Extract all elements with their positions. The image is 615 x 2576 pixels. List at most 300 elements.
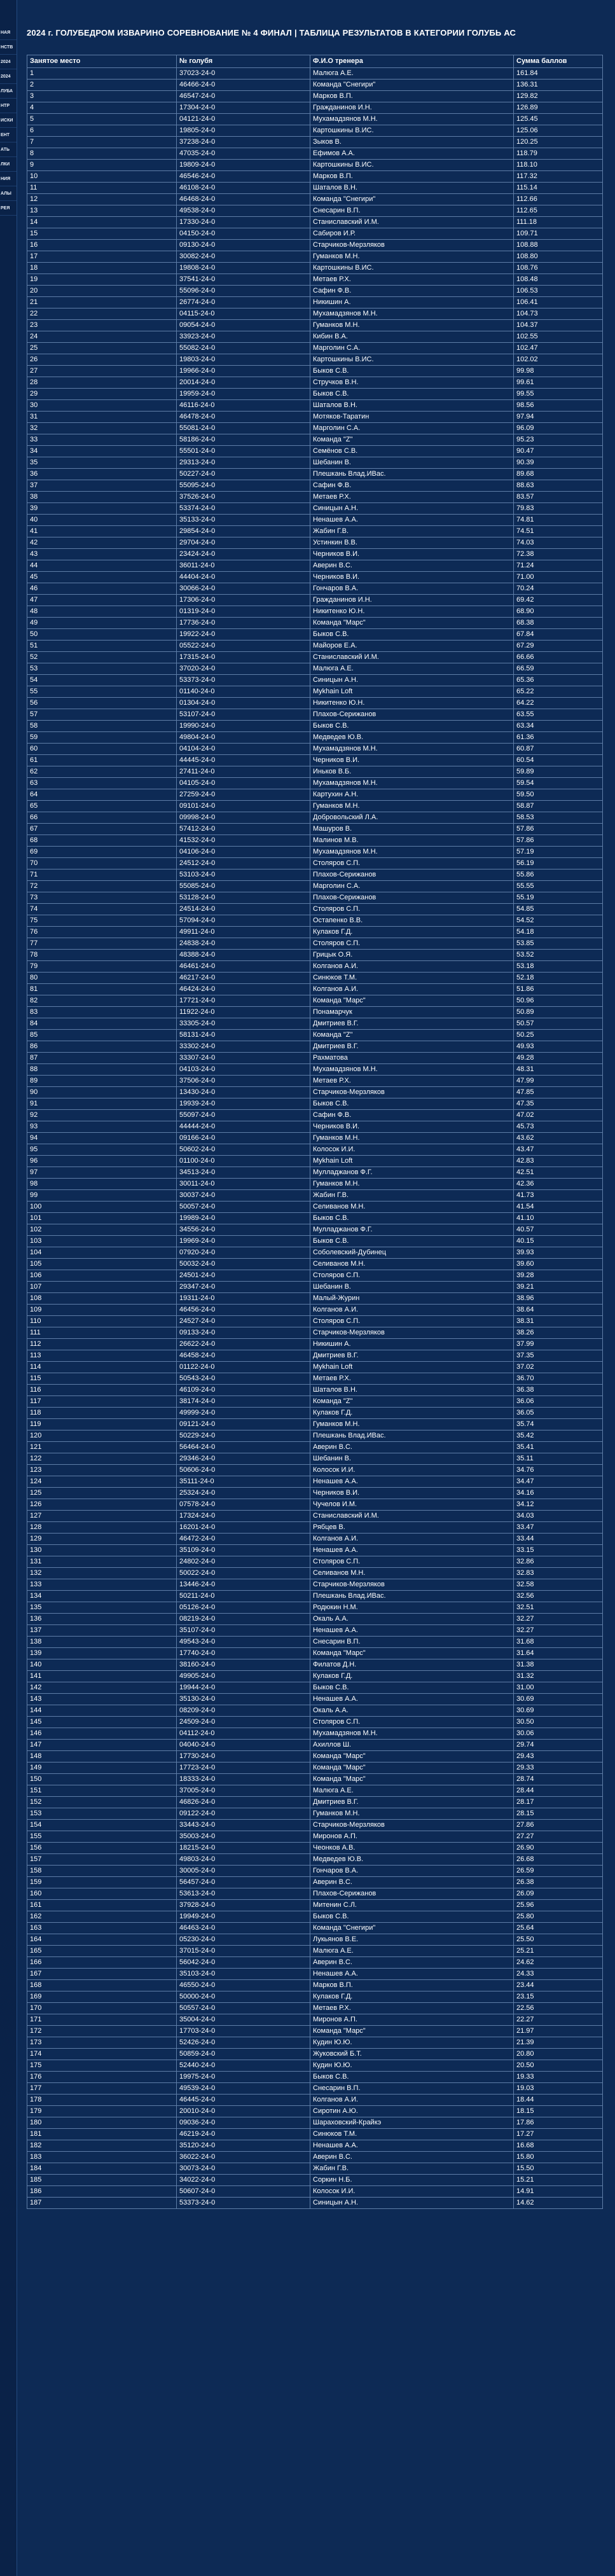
- trainer-cell: Команда "Z": [310, 1396, 514, 1408]
- trainer-cell: Медведев Ю.В.: [310, 732, 514, 744]
- score-cell: 26.90: [514, 1843, 603, 1854]
- score-cell: 28.17: [514, 1797, 603, 1808]
- place-cell: 38: [27, 492, 177, 503]
- score-cell: 66.66: [514, 652, 603, 663]
- table-row: [27, 1373, 603, 1385]
- pigeon-number-cell: 44445-24-0: [177, 755, 310, 766]
- table-row: [27, 904, 603, 915]
- table-row: [27, 1820, 603, 1831]
- place-cell: 156: [27, 1843, 177, 1854]
- score-cell: 64.22: [514, 698, 603, 709]
- pigeon-number-cell: 53373-24-0: [177, 2198, 310, 2209]
- table-row: [27, 1076, 603, 1087]
- score-cell: 36.06: [514, 1396, 603, 1408]
- trainer-cell: Гуманков М.Н.: [310, 1419, 514, 1430]
- trainer-cell: Снесарин В.П.: [310, 1637, 514, 1648]
- pigeon-number-cell: 04104-24-0: [177, 744, 310, 755]
- trainer-cell: Картухин А.Н.: [310, 789, 514, 801]
- table-row: [27, 1980, 603, 1991]
- trainer-cell: Гуманков М.Н.: [310, 801, 514, 812]
- table-row: [27, 1614, 603, 1625]
- table-row: [27, 549, 603, 560]
- pigeon-number-cell: 29854-24-0: [177, 526, 310, 537]
- pigeon-number-cell: 38160-24-0: [177, 1659, 310, 1671]
- table-row: [27, 1522, 603, 1534]
- sidebar-item[interactable]: РЕЯ: [0, 201, 17, 216]
- pigeon-number-cell: 08219-24-0: [177, 1614, 310, 1625]
- trainer-cell: Сафин Ф.В.: [310, 286, 514, 297]
- sidebar-item[interactable]: НСТВ: [0, 40, 17, 55]
- score-cell: 63.34: [514, 721, 603, 732]
- score-cell: 99.55: [514, 389, 603, 400]
- table-row: [27, 1671, 603, 1682]
- pigeon-number-cell: 46472-24-0: [177, 1534, 310, 1545]
- place-cell: 91: [27, 1098, 177, 1110]
- trainer-cell: Черников В.И.: [310, 755, 514, 766]
- place-cell: 87: [27, 1053, 177, 1064]
- score-cell: 68.38: [514, 618, 603, 629]
- table-row: [27, 778, 603, 789]
- place-cell: 154: [27, 1820, 177, 1831]
- place-cell: 88: [27, 1064, 177, 1076]
- table-row: [27, 595, 603, 606]
- table-row: [27, 2060, 603, 2072]
- place-cell: 112: [27, 1339, 177, 1350]
- table-row: [27, 1316, 603, 1327]
- trainer-cell: Метаев Р.Х.: [310, 492, 514, 503]
- score-cell: 37.99: [514, 1339, 603, 1350]
- trainer-cell: Марков В.П.: [310, 1980, 514, 1991]
- place-cell: 73: [27, 892, 177, 904]
- trainer-cell: Митенин С.Л.: [310, 1900, 514, 1911]
- pigeon-number-cell: 36011-24-0: [177, 560, 310, 572]
- score-cell: 15.80: [514, 2152, 603, 2163]
- table-row: [27, 205, 603, 217]
- table-row: [27, 2049, 603, 2060]
- pigeon-number-cell: 19975-24-0: [177, 2072, 310, 2083]
- place-cell: 83: [27, 1007, 177, 1018]
- place-cell: 85: [27, 1030, 177, 1041]
- trainer-cell: Столяров С.П.: [310, 938, 514, 950]
- place-cell: 175: [27, 2060, 177, 2072]
- place-cell: 76: [27, 927, 177, 938]
- table-row: [27, 1591, 603, 1602]
- trainer-cell: Дмитриев В.Г.: [310, 1797, 514, 1808]
- table-row: [27, 2186, 603, 2198]
- pigeon-number-cell: 35107-24-0: [177, 1625, 310, 1637]
- trainer-cell: Мухамадзянов М.Н.: [310, 1728, 514, 1740]
- place-cell: 160: [27, 1888, 177, 1900]
- score-cell: 58.87: [514, 801, 603, 812]
- place-cell: 39: [27, 503, 177, 515]
- place-cell: 89: [27, 1076, 177, 1087]
- place-cell: 1: [27, 68, 177, 80]
- pigeon-number-cell: 46468-24-0: [177, 194, 310, 205]
- place-cell: 62: [27, 766, 177, 778]
- score-cell: 68.90: [514, 606, 603, 618]
- place-cell: 3: [27, 91, 177, 102]
- score-cell: 35.42: [514, 1430, 603, 1442]
- pigeon-number-cell: 19808-24-0: [177, 263, 310, 274]
- table-row: [27, 343, 603, 354]
- trainer-cell: Mykhain Loft: [310, 1362, 514, 1373]
- table-row: [27, 434, 603, 446]
- place-cell: 41: [27, 526, 177, 537]
- pigeon-number-cell: 49803-24-0: [177, 1854, 310, 1866]
- trainer-cell: Старчиков-Мерзляков: [310, 1327, 514, 1339]
- table-row: [27, 1270, 603, 1282]
- table-row: [27, 1041, 603, 1053]
- score-cell: 38.26: [514, 1327, 603, 1339]
- pigeon-number-cell: 55082-24-0: [177, 343, 310, 354]
- trainer-cell: Плахов-Серижанов: [310, 709, 514, 721]
- place-cell: 92: [27, 1110, 177, 1121]
- pigeon-number-cell: 29313-24-0: [177, 457, 310, 469]
- pigeon-number-cell: 46466-24-0: [177, 80, 310, 91]
- trainer-cell: Плешкань Влад.ИВас.: [310, 1430, 514, 1442]
- trainer-cell: Станиславский И.М.: [310, 652, 514, 663]
- trainer-cell: Быков С.В.: [310, 366, 514, 377]
- table-row: [27, 938, 603, 950]
- sidebar-item[interactable]: ЛУБА: [0, 84, 17, 99]
- pigeon-number-cell: 50229-24-0: [177, 1430, 310, 1442]
- place-cell: 102: [27, 1224, 177, 1236]
- table-row: [27, 1934, 603, 1946]
- trainer-cell: Остапенко В.В.: [310, 915, 514, 927]
- place-cell: 29: [27, 389, 177, 400]
- pigeon-number-cell: 35004-24-0: [177, 2014, 310, 2026]
- trainer-cell: Семёнов С.В.: [310, 446, 514, 457]
- table-row: [27, 480, 603, 492]
- pigeon-number-cell: 13446-24-0: [177, 1579, 310, 1591]
- trainer-cell: Малюга А.Е.: [310, 1946, 514, 1957]
- score-cell: 112.66: [514, 194, 603, 205]
- score-cell: 31.38: [514, 1659, 603, 1671]
- trainer-cell: Колганов А.И.: [310, 2095, 514, 2106]
- trainer-cell: Черников В.И.: [310, 572, 514, 583]
- pigeon-number-cell: 24838-24-0: [177, 938, 310, 950]
- trainer-cell: Картошкины В.ИС.: [310, 125, 514, 137]
- trainer-cell: Колганов А.И.: [310, 1305, 514, 1316]
- table-row: [27, 1030, 603, 1041]
- sidebar-item[interactable]: 2024: [0, 69, 17, 84]
- place-cell: 134: [27, 1591, 177, 1602]
- trainer-cell: Мухамадзянов М.Н.: [310, 114, 514, 125]
- score-cell: 43.47: [514, 1144, 603, 1156]
- place-cell: 59: [27, 732, 177, 744]
- score-cell: 112.65: [514, 205, 603, 217]
- trainer-cell: Кудин Ю.Ю.: [310, 2037, 514, 2049]
- header-place: Занятое место: [27, 55, 177, 68]
- trainer-cell: Mykhain Loft: [310, 1156, 514, 1167]
- trainer-cell: Mykhain Loft: [310, 686, 514, 698]
- table-row: [27, 1087, 603, 1098]
- score-cell: 30.06: [514, 1728, 603, 1740]
- pigeon-number-cell: 07578-24-0: [177, 1499, 310, 1511]
- table-row: [27, 824, 603, 835]
- pigeon-number-cell: 09166-24-0: [177, 1133, 310, 1144]
- pigeon-number-cell: 26622-24-0: [177, 1339, 310, 1350]
- table-row: [27, 618, 603, 629]
- table-row: [27, 1430, 603, 1442]
- score-cell: 32.27: [514, 1625, 603, 1637]
- header-score: Сумма баллов: [514, 55, 603, 68]
- trainer-cell: Гончаров В.А.: [310, 1866, 514, 1877]
- score-cell: 57.19: [514, 847, 603, 858]
- score-cell: 88.63: [514, 480, 603, 492]
- place-cell: 136: [27, 1614, 177, 1625]
- trainer-cell: Аверин В.С.: [310, 1877, 514, 1888]
- score-cell: 126.89: [514, 102, 603, 114]
- score-cell: 57.86: [514, 824, 603, 835]
- pigeon-number-cell: 35109-24-0: [177, 1545, 310, 1556]
- place-cell: 4: [27, 102, 177, 114]
- place-cell: 111: [27, 1327, 177, 1339]
- trainer-cell: Команда "Марс": [310, 1774, 514, 1785]
- trainer-cell: Станиславский И.М.: [310, 1511, 514, 1522]
- score-cell: 70.24: [514, 583, 603, 595]
- score-cell: 55.55: [514, 881, 603, 892]
- trainer-cell: Селиванов М.Н.: [310, 1568, 514, 1579]
- table-row: [27, 1831, 603, 1843]
- place-cell: 163: [27, 1923, 177, 1934]
- sidebar-item[interactable]: ИСКИ: [0, 113, 17, 128]
- table-row: [27, 766, 603, 778]
- pigeon-number-cell: 49539-24-0: [177, 2083, 310, 2095]
- trainer-cell: Шебанин В.: [310, 1282, 514, 1293]
- table-row: [27, 1247, 603, 1259]
- pigeon-number-cell: 26774-24-0: [177, 297, 310, 308]
- trainer-cell: Синицын А.Н.: [310, 503, 514, 515]
- trainer-cell: Сафин Ф.В.: [310, 480, 514, 492]
- results-table: [27, 55, 603, 2209]
- score-cell: 45.73: [514, 1121, 603, 1133]
- trainer-cell: Кулаков Г.Д.: [310, 1671, 514, 1682]
- place-cell: 161: [27, 1900, 177, 1911]
- pigeon-number-cell: 37005-24-0: [177, 1785, 310, 1797]
- pigeon-number-cell: 55097-24-0: [177, 1110, 310, 1121]
- table-row: [27, 1442, 603, 1453]
- place-cell: 17: [27, 251, 177, 263]
- place-cell: 26: [27, 354, 177, 366]
- score-cell: 99.61: [514, 377, 603, 389]
- score-cell: 47.35: [514, 1098, 603, 1110]
- score-cell: 35.74: [514, 1419, 603, 1430]
- sidebar-item[interactable]: НИЯ: [0, 172, 17, 186]
- place-cell: 42: [27, 537, 177, 549]
- table-row: [27, 583, 603, 595]
- place-cell: 110: [27, 1316, 177, 1327]
- pigeon-number-cell: 09122-24-0: [177, 1808, 310, 1820]
- table-row: [27, 1499, 603, 1511]
- sidebar-item[interactable]: ЛКИ: [0, 157, 17, 172]
- pigeon-number-cell: 46826-24-0: [177, 1797, 310, 1808]
- trainer-cell: Кулаков Г.Д.: [310, 1408, 514, 1419]
- trainer-cell: Дмитриев В.Г.: [310, 1350, 514, 1362]
- score-cell: 33.47: [514, 1522, 603, 1534]
- place-cell: 2: [27, 80, 177, 91]
- trainer-cell: Столяров С.П.: [310, 1717, 514, 1728]
- table-row: [27, 68, 603, 80]
- pigeon-number-cell: 25324-24-0: [177, 1488, 310, 1499]
- pigeon-number-cell: 33923-24-0: [177, 331, 310, 343]
- table-row: [27, 950, 603, 961]
- table-row: [27, 961, 603, 973]
- pigeon-number-cell: 53103-24-0: [177, 869, 310, 881]
- table-row: [27, 492, 603, 503]
- trainer-cell: Миронов А.П.: [310, 2014, 514, 2026]
- trainer-cell: Мухамадзянов М.Н.: [310, 778, 514, 789]
- trainer-cell: Малый-Журин: [310, 1293, 514, 1305]
- sidebar-nav: [0, 0, 17, 2576]
- score-cell: 18.15: [514, 2106, 603, 2117]
- trainer-cell: Столяров С.П.: [310, 858, 514, 869]
- pigeon-number-cell: 01304-24-0: [177, 698, 310, 709]
- pigeon-number-cell: 24802-24-0: [177, 1556, 310, 1568]
- place-cell: 121: [27, 1442, 177, 1453]
- score-cell: 53.52: [514, 950, 603, 961]
- trainer-cell: Быков С.В.: [310, 629, 514, 641]
- table-row: [27, 675, 603, 686]
- trainer-cell: Гончаров В.А.: [310, 583, 514, 595]
- score-cell: 136.31: [514, 80, 603, 91]
- place-cell: 84: [27, 1018, 177, 1030]
- score-cell: 67.84: [514, 629, 603, 641]
- place-cell: 56: [27, 698, 177, 709]
- place-cell: 149: [27, 1762, 177, 1774]
- place-cell: 182: [27, 2140, 177, 2152]
- table-row: [27, 1625, 603, 1637]
- table-row: [27, 1946, 603, 1957]
- place-cell: 28: [27, 377, 177, 389]
- pigeon-number-cell: 48388-24-0: [177, 950, 310, 961]
- sidebar-item[interactable]: АТЬ: [0, 142, 17, 157]
- table-row: [27, 1969, 603, 1980]
- sidebar-item[interactable]: АЛЫ: [0, 186, 17, 201]
- score-cell: 50.25: [514, 1030, 603, 1041]
- table-row: [27, 2026, 603, 2037]
- pigeon-number-cell: 19969-24-0: [177, 1236, 310, 1247]
- table-row: [27, 2129, 603, 2140]
- score-cell: 117.32: [514, 171, 603, 183]
- table-row: [27, 1385, 603, 1396]
- table-row: [27, 354, 603, 366]
- place-cell: 116: [27, 1385, 177, 1396]
- trainer-cell: Медведев Ю.В.: [310, 1854, 514, 1866]
- place-cell: 15: [27, 228, 177, 240]
- table-row: [27, 801, 603, 812]
- table-row: [27, 2117, 603, 2129]
- table-row: [27, 927, 603, 938]
- place-cell: 34: [27, 446, 177, 457]
- table-row: [27, 1602, 603, 1614]
- score-cell: 20.80: [514, 2049, 603, 2060]
- pigeon-number-cell: 33307-24-0: [177, 1053, 310, 1064]
- trainer-cell: Команда "Z": [310, 434, 514, 446]
- place-cell: 109: [27, 1305, 177, 1316]
- sidebar-item[interactable]: НТР: [0, 99, 17, 113]
- score-cell: 22.27: [514, 2014, 603, 2026]
- score-cell: 55.19: [514, 892, 603, 904]
- trainer-cell: Зыков В.: [310, 137, 514, 148]
- pigeon-number-cell: 56042-24-0: [177, 1957, 310, 1969]
- pigeon-number-cell: 23424-24-0: [177, 549, 310, 560]
- sidebar-item[interactable]: 2024: [0, 55, 17, 69]
- score-cell: 47.99: [514, 1076, 603, 1087]
- score-cell: 74.03: [514, 537, 603, 549]
- pigeon-number-cell: 53613-24-0: [177, 1888, 310, 1900]
- pigeon-number-cell: 19311-24-0: [177, 1293, 310, 1305]
- table-row: [27, 721, 603, 732]
- score-cell: 25.96: [514, 1900, 603, 1911]
- pigeon-number-cell: 20010-24-0: [177, 2106, 310, 2117]
- pigeon-number-cell: 46463-24-0: [177, 1923, 310, 1934]
- table-row: [27, 400, 603, 412]
- pigeon-number-cell: 05230-24-0: [177, 1934, 310, 1946]
- score-cell: 47.85: [514, 1087, 603, 1098]
- score-cell: 89.68: [514, 469, 603, 480]
- trainer-cell: Команда "Снегири": [310, 80, 514, 91]
- sidebar-item[interactable]: ЕНТ: [0, 128, 17, 142]
- pigeon-number-cell: 01100-24-0: [177, 1156, 310, 1167]
- trainer-cell: Гражданинов И.Н.: [310, 595, 514, 606]
- place-cell: 51: [27, 641, 177, 652]
- pigeon-number-cell: 52426-24-0: [177, 2037, 310, 2049]
- pigeon-number-cell: 30073-24-0: [177, 2163, 310, 2175]
- place-cell: 64: [27, 789, 177, 801]
- score-cell: 104.37: [514, 320, 603, 331]
- results-body: [27, 68, 603, 2209]
- score-cell: 38.96: [514, 1293, 603, 1305]
- table-row: [27, 1476, 603, 1488]
- table-row: [27, 217, 603, 228]
- pigeon-number-cell: 44444-24-0: [177, 1121, 310, 1133]
- score-cell: 34.03: [514, 1511, 603, 1522]
- pigeon-number-cell: 37526-24-0: [177, 492, 310, 503]
- pigeon-number-cell: 56457-24-0: [177, 1877, 310, 1888]
- pigeon-number-cell: 04105-24-0: [177, 778, 310, 789]
- score-cell: 31.64: [514, 1648, 603, 1659]
- sidebar-item[interactable]: НАЯ: [0, 25, 17, 40]
- place-cell: 179: [27, 2106, 177, 2117]
- place-cell: 168: [27, 1980, 177, 1991]
- table-row: [27, 1167, 603, 1179]
- table-row: [27, 560, 603, 572]
- table-row: [27, 1293, 603, 1305]
- place-cell: 74: [27, 904, 177, 915]
- table-row: [27, 984, 603, 995]
- score-cell: 95.23: [514, 434, 603, 446]
- trainer-cell: Марголин С.А.: [310, 423, 514, 434]
- pigeon-number-cell: 04040-24-0: [177, 1740, 310, 1751]
- place-cell: 164: [27, 1934, 177, 1946]
- score-cell: 161.84: [514, 68, 603, 80]
- pigeon-number-cell: 49543-24-0: [177, 1637, 310, 1648]
- trainer-cell: Кудин Ю.Ю.: [310, 2060, 514, 2072]
- trainer-cell: Колганов А.И.: [310, 1534, 514, 1545]
- place-cell: 32: [27, 423, 177, 434]
- trainer-cell: Плешкань Влад.ИВас.: [310, 1591, 514, 1602]
- trainer-cell: Иньков В.Б.: [310, 766, 514, 778]
- score-cell: 66.59: [514, 663, 603, 675]
- place-cell: 23: [27, 320, 177, 331]
- trainer-cell: Старчиков-Мерзляков: [310, 1087, 514, 1098]
- place-cell: 9: [27, 160, 177, 171]
- place-cell: 31: [27, 412, 177, 423]
- place-cell: 122: [27, 1453, 177, 1465]
- score-cell: 21.97: [514, 2026, 603, 2037]
- place-cell: 63: [27, 778, 177, 789]
